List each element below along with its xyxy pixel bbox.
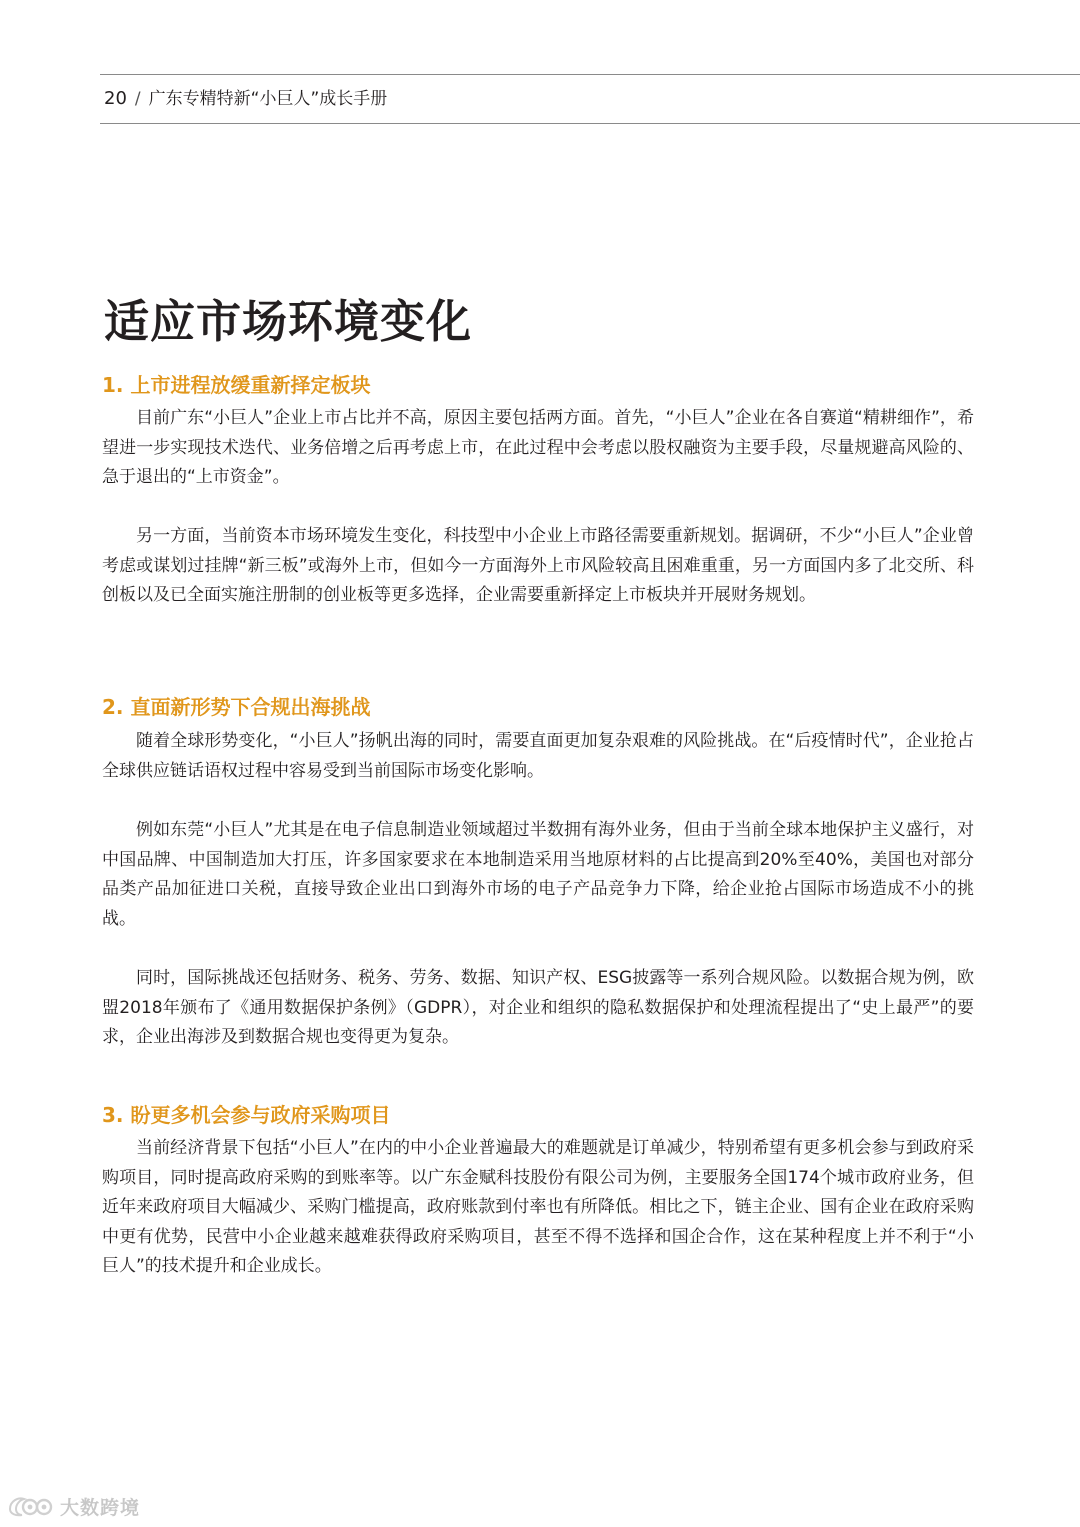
- section-heading-2: 2. 直面新形势下合规出海挑战: [102, 694, 371, 719]
- paragraph: 当前经济背景下包括“小巨人”在内的中小企业普遍最大的难题就是订单减少，特别希望有更多机会参与到政府采购项目，同时提高政府采购的到账率等。以广东金赋科技股份有限公司为例，主要服务全国174个城市政府业务，但近年来政府项目大幅减少、采购门槛提高，政府账款到付率也有所降低。相比之下，链主企业、国有企业在政府采购中更有优势，民营中小企业越来越难获得政府采购项目，甚至不得不选择和国企合作，这在某种程度上并不利于“小巨人”的技术提升和企业成长。: [102, 1138, 974, 1276]
- section-heading-3: 3. 盼更多机会参与政府采购项目: [102, 1102, 391, 1127]
- weibo-eye-logo-icon: [6, 1493, 54, 1519]
- header-text: [104, 75, 387, 123]
- paragraph: 同时，国际挑战还包括财务、税务、劳务、数据、知识产权、ESG披露等一系列合规风险。以数据合规为例，欧盟2018年颁布了《通用数据保护条例》（GDPR），对企业和组织的隐私数据保护和处理流程提出了“史上最严”的要求，企业出海涉及到数据合规也变得更为复杂。: [102, 968, 974, 1047]
- watermark: [6, 1490, 140, 1522]
- chapter-title: 适应市场环境变化: [104, 295, 473, 349]
- book-title: 广东专精特新“小巨人”成长手册: [148, 89, 388, 109]
- paragraph: 随着全球形势变化，“小巨人”扬帆出海的同时，需要直面更加复杂艰难的风险挑战。在“后疫情时代”，企业抢占全球供应链话语权过程中容易受到当前国际市场变化影响。: [102, 731, 974, 781]
- running-header: [100, 74, 1080, 124]
- page-number: 20: [104, 88, 127, 109]
- paragraph: 例如东莞“小巨人”尤其是在电子信息制造业领域超过半数拥有海外业务，但由于当前全球本地保护主义盛行，对中国品牌、中国制造加大打压，许多国家要求在本地制造采用当地原材料的占比提高到20%至40%，美国也对部分品类产品加征进口关税，直接导致企业出口到海外市场的电子产品竞争力下降，给企业抢占国际市场造成不小的挑战。: [102, 820, 974, 929]
- section-heading-1: 1. 上市进程放缓重新择定板块: [102, 372, 371, 397]
- header-separator: /: [134, 89, 141, 109]
- paragraph: 目前广东“小巨人”企业上市占比并不高，原因主要包括两方面。首先，“小巨人”企业在各自赛道“精耕细作”，希望进一步实现技术迭代、业务倍增之后再考虑上市，在此过程中会考虑以股权融资为主要手段，尽量规避高风险的、急于退出的“上市资金”。: [102, 408, 974, 487]
- paragraph: 另一方面，当前资本市场环境发生变化，科技型中小企业上市路径需要重新规划。据调研，不少“小巨人”企业曾考虑或谋划过挂牌“新三板”或海外上市，但如今一方面海外上市风险较高且困难重重，另一方面国内多了北交所、科创板以及已全面实施注册制的创业板等更多选择，企业需要重新择定上市板块并开展财务规划。: [102, 526, 974, 605]
- watermark-text: 大数跨境: [60, 1496, 141, 1519]
